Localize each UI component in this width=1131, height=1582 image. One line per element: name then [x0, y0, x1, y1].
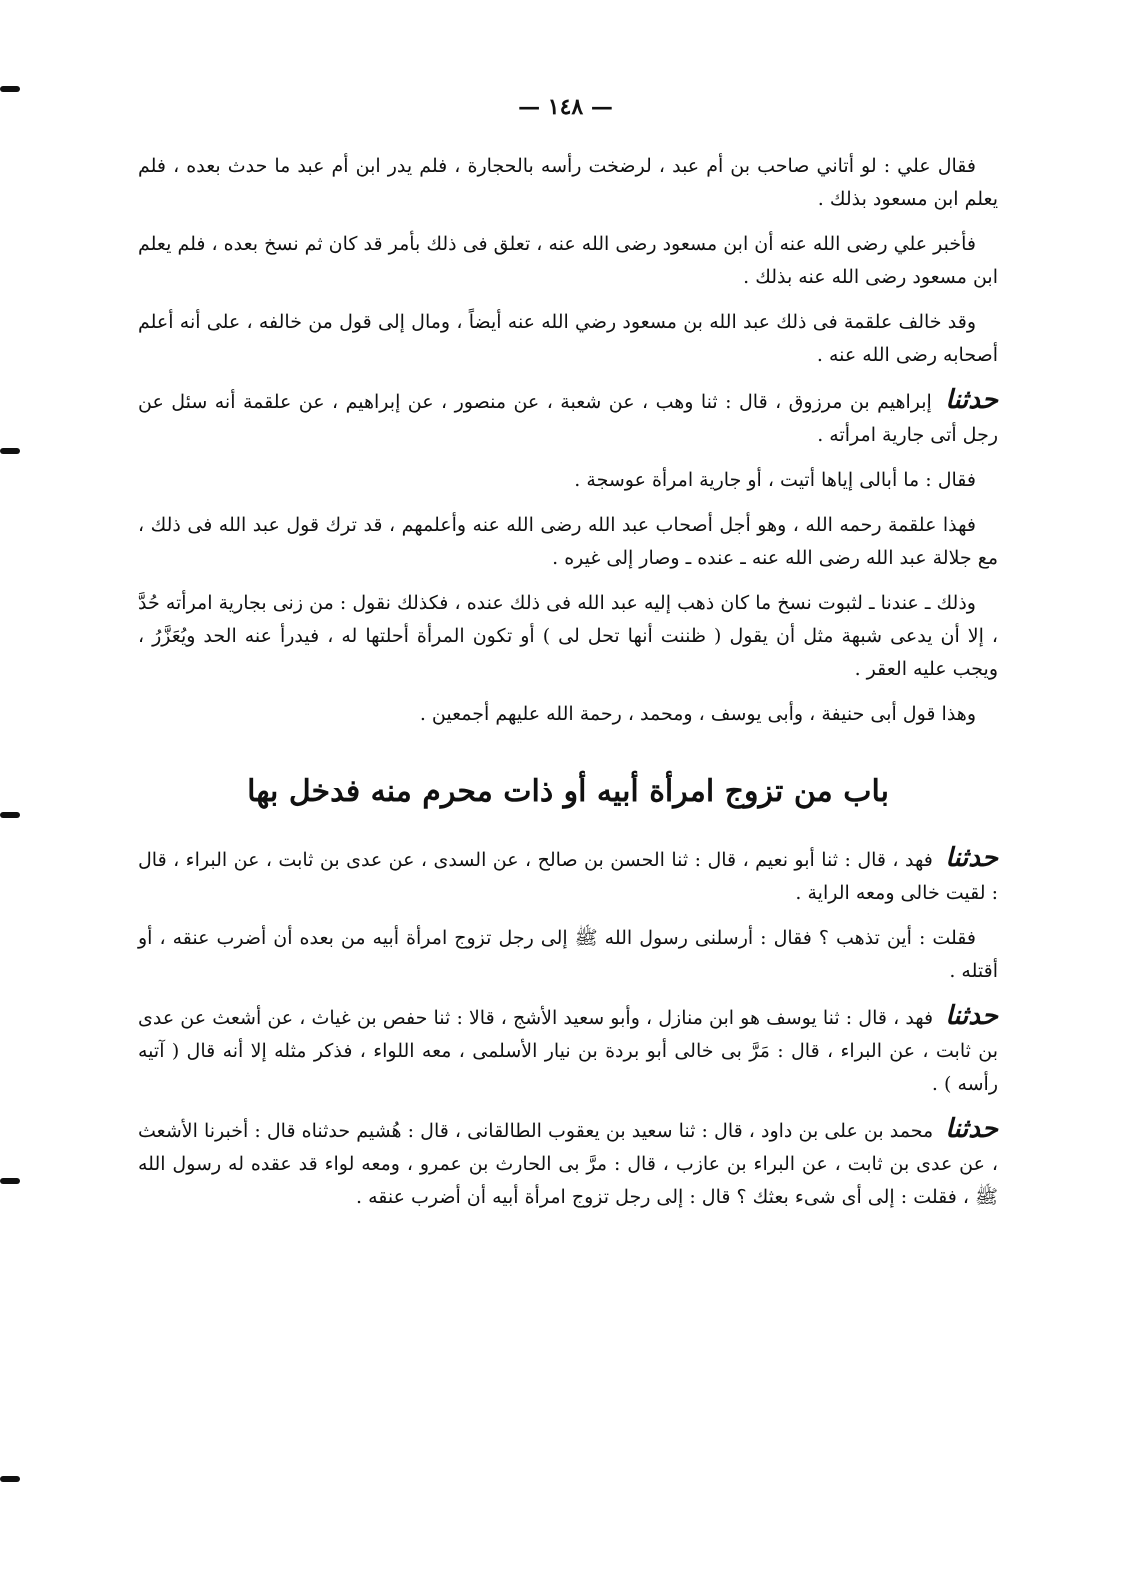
paragraph-text: فقلت : أين تذهب ؟ فقال : أرسلنى رسول الله ﷺ إلى رجل تزوج امرأة أبيه من بعده أن أضرب عنقه ، أو أقتله . [138, 927, 998, 982]
paragraph [138, 464, 998, 497]
paragraph [138, 922, 998, 988]
scan-edge-mark [0, 86, 20, 92]
paragraph [138, 509, 998, 575]
narration-paragraph [138, 1000, 998, 1101]
page-body [138, 150, 998, 1226]
paragraph-text: فهد ، قال : ثنا أبو نعيم ، قال : ثنا الحسن بن صالح ، عن السدى ، عن عدى بن ثابت ، عن البراء ، قال : لقيت خالى ومعه الراية . [138, 849, 998, 904]
paragraph [138, 150, 998, 216]
paragraph-text: فهد ، قال : ثنا يوسف هو ابن منازل ، وأبو سعيد الأشج ، قالا : ثنا حفص بن غياث ، عن أشعث عن عدى بن ثابت ، عن البراء ، قال : مَرَّ بى خالى أبو بردة بن نيار الأسلمى ، معه اللواء ، فذكر مثله إلا أنه قال ( آتيه رأسه ) . [138, 1007, 998, 1095]
paragraph-text: إبراهيم بن مرزوق ، قال : ثنا وهب ، عن شعبة ، عن منصور ، عن إبراهيم ، عن علقمة أنه سئل عن رجل أتى جارية امرأته . [138, 391, 998, 446]
narration-paragraph [138, 384, 998, 452]
paragraph-text: فأخبر علي رضى الله عنه أن ابن مسعود رضى الله عنه ، تعلق فى ذلك بأمر قد كان ثم نسخ بعده ، فلم يعلم ابن مسعود رضى الله عنه بذلك . [138, 233, 998, 288]
page-number: — ١٤٨ — [518, 94, 613, 120]
narration-prefix: حدثنا [945, 843, 998, 873]
paragraph-text: وذلك ـ عندنا ـ لثبوت نسخ ما كان ذهب إليه عبد الله فى ذلك عنده ، فكذلك نقول : من زنى بجارية امرأته حُدَّ ، إلا أن يدعى شبهة مثل أن يقول ( ظننت أنها تحل لى ) أو تكون المرأة أحلتها له ، فيدرأ عنه الحد ويُعَزَّرُ ، ويجب عليه العقر . [138, 592, 998, 680]
narration-paragraph [138, 842, 998, 910]
paragraph [138, 228, 998, 294]
paragraph [138, 698, 998, 731]
paragraph-text: فهذا علقمة رحمه الله ، وهو أجل أصحاب عبد الله رضى الله عنه وأعلمهم ، قد ترك قول عبد الله فى ذلك ، مع جلالة عبد الله رضى الله عنه ـ عنده ـ وصار إلى غيره . [138, 514, 998, 569]
paragraph [138, 587, 998, 686]
scan-edge-mark [0, 448, 20, 454]
scan-edge-mark [0, 1476, 20, 1482]
narration-paragraph [138, 1113, 998, 1214]
paragraph-text: وهذا قول أبى حنيفة ، وأبى يوسف ، ومحمد ، رحمة الله عليهم أجمعين . [419, 703, 976, 725]
paragraph-text: محمد بن على بن داود ، قال : ثنا سعيد بن يعقوب الطالقانى ، قال : هُشيم حدثناه قال : أخبرنا الأشعث ، عن عدى بن ثابت ، عن البراء بن عازب ، قال : مرَّ بى الحارث بن عمرو ، ومعه لواء قد عقده له رسول الله ﷺ ، فقلت : إلى أى شىء بعثك ؟ قال : إلى رجل تزوج امرأة أبيه أن أضرب عنقه . [138, 1120, 998, 1208]
narration-prefix: حدثنا [945, 1001, 998, 1031]
paragraph [138, 306, 998, 372]
paragraph-text: فقال : ما أبالى إياها أتيت ، أو جارية امرأة عوسجة . [574, 469, 976, 491]
scan-edge-mark [0, 812, 20, 818]
paragraph-text: وقد خالف علقمة فى ذلك عبد الله بن مسعود رضي الله عنه أيضاً ، ومال إلى قول من خالفه ، على أنه أعلم أصحابه رضى الله عنه . [138, 311, 998, 366]
scan-edge-mark [0, 1178, 20, 1184]
paragraph-text: فقال علي : لو أتاني صاحب بن أم عبد ، لرضخت رأسه بالحجارة ، فلم يدر ابن أم عبد ما حدث بعده ، فلم يعلم ابن مسعود بذلك . [138, 155, 998, 210]
narration-prefix: حدثنا [945, 385, 998, 415]
section-title: باب من تزوج امرأة أبيه أو ذات محرم منه فدخل بها [247, 774, 889, 809]
narration-prefix: حدثنا [945, 1114, 998, 1144]
